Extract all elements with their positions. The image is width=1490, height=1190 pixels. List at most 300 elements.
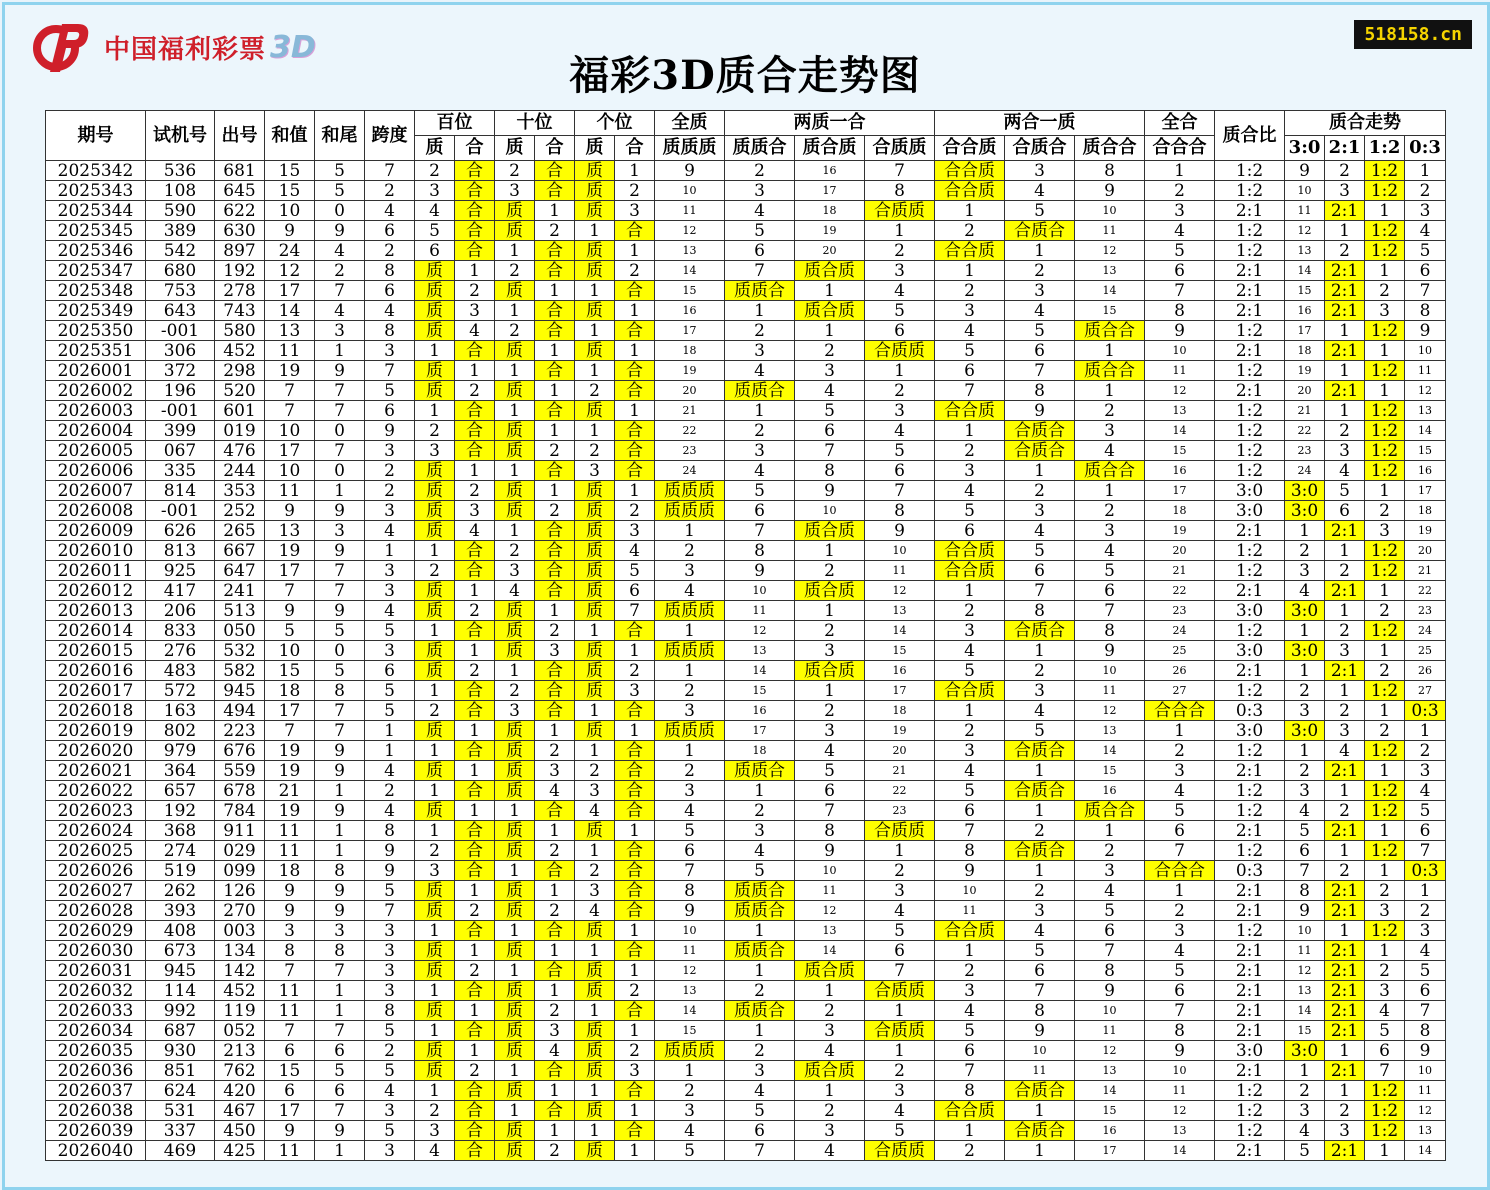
table-cell: 2: [365, 1041, 415, 1061]
table-cell: 2: [535, 501, 575, 521]
table-cell: 14: [655, 1001, 725, 1021]
table-cell: 14: [1405, 1141, 1446, 1161]
table-cell: 21: [865, 761, 935, 781]
table-cell: 质: [495, 821, 535, 841]
table-cell: 8: [1005, 381, 1075, 401]
table-cell: 合: [615, 801, 655, 821]
table-cell: 6: [935, 521, 1005, 541]
table-cell: 3: [615, 681, 655, 701]
table-cell: 9: [725, 561, 795, 581]
table-cell: 10: [1145, 1061, 1215, 1081]
table-cell: 2026004: [46, 421, 146, 441]
table-cell: 11: [265, 981, 315, 1001]
table-cell: 3:0: [1285, 641, 1325, 661]
table-cell: 3: [455, 501, 495, 521]
table-cell: 2: [495, 321, 535, 341]
table-cell: 4: [365, 521, 415, 541]
table-cell: 1: [365, 541, 415, 561]
table-cell: 8: [365, 261, 415, 281]
table-cell: 681: [215, 161, 265, 181]
table-cell: 241: [215, 581, 265, 601]
table-cell: 质: [575, 721, 615, 741]
table-cell: 7: [315, 441, 365, 461]
table-cell: 9: [1405, 1041, 1446, 1061]
table-cell: 4: [935, 761, 1005, 781]
table-cell: 质质合: [725, 381, 795, 401]
table-cell: 126: [215, 881, 265, 901]
table-cell: 8: [1145, 301, 1215, 321]
table-cell: 2: [1145, 741, 1215, 761]
table-cell: 23: [1285, 441, 1325, 461]
table-row: [46, 461, 1446, 481]
table-cell: 7: [725, 521, 795, 541]
subheader: 2:1: [1325, 136, 1365, 161]
table-cell: 4: [415, 1141, 455, 1161]
table-cell: 合合质: [935, 241, 1005, 261]
table-cell: 5: [1005, 941, 1075, 961]
table-cell: 3: [365, 1101, 415, 1121]
table-cell: 21: [1405, 561, 1446, 581]
table-cell: 2: [1365, 281, 1405, 301]
table-cell: 2026010: [46, 541, 146, 561]
table-cell: 1: [315, 781, 365, 801]
table-cell: 1: [495, 921, 535, 941]
table-cell: 2: [935, 961, 1005, 981]
table-cell: 1: [725, 781, 795, 801]
logo-3d-text: 3D: [270, 29, 316, 65]
table-cell: 2:1: [1215, 1061, 1285, 1081]
table-cell: 质: [495, 341, 535, 361]
header-two-composite-one-prime: 两合一质: [935, 111, 1145, 136]
table-cell: 9: [265, 501, 315, 521]
table-cell: 1: [575, 321, 615, 341]
table-cell: 6: [265, 1081, 315, 1101]
table-cell: 2026001: [46, 361, 146, 381]
table-cell: 16: [725, 701, 795, 721]
table-cell: 2: [795, 1101, 865, 1121]
table-cell: 5: [315, 181, 365, 201]
table-cell: 合: [455, 841, 495, 861]
table-cell: 11: [655, 941, 725, 961]
table-cell: 9: [265, 221, 315, 241]
table-cell: 7: [1405, 281, 1446, 301]
table-cell: 5: [1405, 961, 1446, 981]
table-cell: 1: [535, 721, 575, 741]
table-cell: 1: [415, 401, 455, 421]
table-cell: 5: [655, 1141, 725, 1161]
table-cell: 753: [146, 281, 215, 301]
table-cell: 1: [725, 961, 795, 981]
table-cell: 质质合: [725, 941, 795, 961]
table-cell: 15: [655, 281, 725, 301]
table-cell: 3: [415, 861, 455, 881]
table-cell: 4: [535, 781, 575, 801]
table-cell: 7: [655, 861, 725, 881]
table-cell: 5: [935, 1021, 1005, 1041]
table-cell: 2: [795, 341, 865, 361]
table-cell: 3:0: [1215, 721, 1285, 741]
table-cell: 17: [265, 281, 315, 301]
table-cell: 质: [495, 741, 535, 761]
table-cell: 质质质: [655, 1041, 725, 1061]
table-cell: 7: [1365, 1061, 1405, 1081]
table-cell: 1: [575, 221, 615, 241]
table-cell: 206: [146, 601, 215, 621]
table-cell: 2026015: [46, 641, 146, 661]
table-cell: 质: [575, 1041, 615, 1061]
table-cell: 12: [865, 581, 935, 601]
table-cell: 8: [1075, 961, 1145, 981]
table-cell: 0:3: [1405, 701, 1446, 721]
table-cell: 3: [1405, 761, 1446, 781]
table-cell: 质质质: [655, 721, 725, 741]
table-cell: 2026017: [46, 681, 146, 701]
table-cell: 23: [1405, 601, 1446, 621]
table-cell: 1:2: [1215, 621, 1285, 641]
table-cell: 1: [455, 461, 495, 481]
table-cell: 2: [535, 841, 575, 861]
table-cell: 合: [455, 861, 495, 881]
table-cell: 4: [935, 481, 1005, 501]
table-cell: 1: [535, 1081, 575, 1101]
table-cell: 6: [725, 1121, 795, 1141]
table-cell: 5: [265, 621, 315, 641]
table-cell: 2: [455, 601, 495, 621]
table-cell: 1: [415, 741, 455, 761]
table-cell: 20: [655, 381, 725, 401]
table-cell: 1: [615, 921, 655, 941]
subheader: 合: [535, 136, 575, 161]
table-cell: 6: [725, 501, 795, 521]
table-cell: 2: [365, 781, 415, 801]
table-cell: 5: [795, 401, 865, 421]
table-cell: 质合合: [1075, 461, 1145, 481]
table-row: [46, 841, 1446, 861]
header-ratio: 质合比: [1215, 111, 1285, 161]
table-cell: 合: [455, 241, 495, 261]
table-row: [46, 761, 1446, 781]
table-cell: 合: [615, 381, 655, 401]
table-cell: 3: [415, 441, 455, 461]
table-cell: 20: [865, 741, 935, 761]
table-cell: 7: [795, 441, 865, 461]
table-cell: 12: [655, 221, 725, 241]
table-cell: 质: [575, 201, 615, 221]
table-cell: 1: [575, 421, 615, 441]
table-cell: 合: [535, 521, 575, 541]
table-cell: 10: [265, 201, 315, 221]
table-cell: 9: [795, 841, 865, 861]
table-cell: 合: [535, 961, 575, 981]
table-cell: 质: [575, 161, 615, 181]
table-cell: 2:1: [1325, 341, 1365, 361]
table-cell: 合合质: [935, 161, 1005, 181]
table-cell: 1: [315, 981, 365, 1001]
table-cell: 7: [315, 581, 365, 601]
table-cell: 2: [725, 1041, 795, 1061]
table-cell: 2: [1365, 501, 1405, 521]
table-row: [46, 901, 1446, 921]
table-cell: 13: [865, 601, 935, 621]
table-cell: 1:2: [1365, 401, 1405, 421]
table-cell: 1: [1005, 1101, 1075, 1121]
table-cell: 质合质: [795, 301, 865, 321]
site-badge[interactable]: 518158.cn: [1354, 20, 1472, 49]
table-cell: 14: [1145, 421, 1215, 441]
table-row: [46, 441, 1446, 461]
table-cell: 7: [1285, 861, 1325, 881]
table-cell: 合: [455, 401, 495, 421]
table-cell: 833: [146, 621, 215, 641]
table-cell: 质: [575, 661, 615, 681]
subheader: 合合合: [1145, 136, 1215, 161]
table-cell: 2: [795, 621, 865, 641]
table-cell: 3: [795, 641, 865, 661]
table-cell: 306: [146, 341, 215, 361]
table-cell: 7: [1145, 841, 1215, 861]
table-cell: 4: [1405, 781, 1446, 801]
table-cell: 4: [365, 601, 415, 621]
table-cell: 合: [615, 1121, 655, 1141]
subheader: 质合质: [795, 136, 865, 161]
table-cell: 合质质: [865, 1021, 935, 1041]
table-cell: 9: [1075, 181, 1145, 201]
table-cell: 3:0: [1215, 481, 1285, 501]
table-cell: 18: [865, 701, 935, 721]
table-cell: 20: [1285, 381, 1325, 401]
table-cell: 20: [1145, 541, 1215, 561]
table-cell: 6: [865, 941, 935, 961]
table-cell: 2: [415, 1101, 455, 1121]
table-cell: 质质合: [725, 1001, 795, 1021]
table-cell: 2:1: [1215, 1001, 1285, 1021]
table-cell: 12: [1075, 1041, 1145, 1061]
table-cell: 2: [1005, 821, 1075, 841]
table-cell: 3: [1145, 201, 1215, 221]
table-cell: 1: [1405, 161, 1446, 181]
table-cell: 7: [935, 1061, 1005, 1081]
table-cell: 10: [265, 641, 315, 661]
table-cell: 452: [215, 341, 265, 361]
table-row: [46, 381, 1446, 401]
table-cell: 13: [265, 321, 315, 341]
table-cell: 3: [615, 201, 655, 221]
table-cell: 1: [1285, 661, 1325, 681]
table-cell: 3: [725, 1061, 795, 1081]
table-cell: 1: [865, 1001, 935, 1021]
table-cell: 9: [265, 1121, 315, 1141]
table-cell: 合: [535, 1101, 575, 1121]
table-cell: 合质质: [865, 821, 935, 841]
table-cell: 450: [215, 1121, 265, 1141]
table-cell: 3: [1005, 161, 1075, 181]
table-cell: 979: [146, 741, 215, 761]
table-cell: 质合合: [1075, 321, 1145, 341]
table-cell: 14: [1075, 281, 1145, 301]
table-cell: 4: [935, 1001, 1005, 1021]
table-cell: 6: [795, 421, 865, 441]
table-cell: 26: [1405, 661, 1446, 681]
table-cell: 4: [1075, 881, 1145, 901]
table-cell: 4: [795, 741, 865, 761]
table-cell: 质合质: [795, 661, 865, 681]
table-cell: 1: [725, 921, 795, 941]
table-cell: -001: [146, 501, 215, 521]
table-cell: 质: [575, 521, 615, 541]
table-cell: 13: [1075, 261, 1145, 281]
table-cell: 2:1: [1325, 381, 1365, 401]
table-cell: 452: [215, 981, 265, 1001]
table-cell: 15: [655, 1021, 725, 1041]
table-cell: 3:0: [1215, 641, 1285, 661]
table-cell: 1:2: [1215, 361, 1285, 381]
table-cell: 质: [495, 881, 535, 901]
table-cell: 542: [146, 241, 215, 261]
table-cell: 11: [725, 601, 795, 621]
table-cell: 1: [935, 261, 1005, 281]
table-cell: 24: [1145, 621, 1215, 641]
table-cell: 4: [725, 1081, 795, 1101]
table-cell: 483: [146, 661, 215, 681]
table-cell: 4: [935, 641, 1005, 661]
table-cell: 20: [1405, 541, 1446, 561]
table-cell: 19: [265, 761, 315, 781]
table-cell: 2: [615, 501, 655, 521]
subheader: 质合合: [1075, 136, 1145, 161]
table-cell: 11: [1145, 1081, 1215, 1101]
table-cell: 5: [725, 861, 795, 881]
table-row: [46, 261, 1446, 281]
table-cell: 1: [455, 721, 495, 741]
table-cell: 2:1: [1325, 1141, 1365, 1161]
table-cell: 1: [935, 421, 1005, 441]
table-cell: 质: [415, 461, 455, 481]
table-cell: 1: [865, 1041, 935, 1061]
table-cell: 11: [265, 841, 315, 861]
table-cell: 2: [1365, 721, 1405, 741]
table-cell: 2: [725, 421, 795, 441]
table-cell: 21: [655, 401, 725, 421]
table-cell: 3: [1285, 701, 1325, 721]
table-cell: 1: [1325, 681, 1365, 701]
table-cell: 质: [575, 581, 615, 601]
table-cell: 9: [365, 841, 415, 861]
table-row: [46, 541, 1446, 561]
table-cell: 050: [215, 621, 265, 641]
table-cell: 2026032: [46, 981, 146, 1001]
table-cell: 质: [495, 1041, 535, 1061]
table-cell: 质质质: [655, 501, 725, 521]
table-cell: 2026008: [46, 501, 146, 521]
table-cell: 4: [1285, 1121, 1325, 1141]
table-cell: 合: [535, 461, 575, 481]
table-cell: 11: [1145, 361, 1215, 381]
table-cell: 2: [1365, 661, 1405, 681]
table-cell: 12: [1145, 381, 1215, 401]
table-cell: 2: [725, 161, 795, 181]
table-cell: 643: [146, 301, 215, 321]
table-row: [46, 861, 1446, 881]
table-cell: 合: [615, 461, 655, 481]
table-cell: 2026035: [46, 1041, 146, 1061]
table-cell: 1: [415, 821, 455, 841]
table-cell: 1:2: [1365, 321, 1405, 341]
table-cell: 2:1: [1215, 201, 1285, 221]
table-cell: 2:1: [1215, 941, 1285, 961]
table-cell: 4: [415, 201, 455, 221]
table-cell: 合质合: [1005, 441, 1075, 461]
table-cell: 2025344: [46, 201, 146, 221]
table-cell: 2: [1365, 601, 1405, 621]
table-cell: 2: [725, 321, 795, 341]
table-cell: 4: [865, 421, 935, 441]
table-cell: 244: [215, 461, 265, 481]
table-cell: 1: [495, 361, 535, 381]
table-cell: 15: [265, 1061, 315, 1081]
table-cell: 2: [1325, 801, 1365, 821]
table-cell: 393: [146, 901, 215, 921]
table-cell: 合: [615, 321, 655, 341]
table-cell: 质质合: [725, 761, 795, 781]
table-cell: 6: [1145, 981, 1215, 1001]
table-cell: 3: [725, 441, 795, 461]
table-cell: 1:2: [1215, 841, 1285, 861]
table-cell: 1: [1365, 1141, 1405, 1161]
table-cell: 16: [1285, 301, 1325, 321]
table-cell: 6: [935, 361, 1005, 381]
table-cell: 3: [365, 981, 415, 1001]
table-cell: 1: [315, 1141, 365, 1161]
table-cell: 1: [455, 801, 495, 821]
table-cell: 1: [1365, 341, 1405, 361]
table-cell: 合: [455, 1101, 495, 1121]
table-cell: 合: [615, 941, 655, 961]
table-cell: 1: [935, 581, 1005, 601]
table-row: [46, 681, 1446, 701]
table-cell: 114: [146, 981, 215, 1001]
table-cell: 1: [575, 1001, 615, 1021]
table-cell: 1: [315, 841, 365, 861]
table-cell: 2026031: [46, 961, 146, 981]
table-cell: 3: [865, 1081, 935, 1101]
table-cell: 2:1: [1325, 1021, 1365, 1041]
table-cell: 2: [365, 481, 415, 501]
table-cell: 2026009: [46, 521, 146, 541]
table-row: [46, 801, 1446, 821]
table-cell: 4: [1405, 941, 1446, 961]
table-cell: 9: [1145, 1041, 1215, 1061]
subheader: 质质合: [725, 136, 795, 161]
table-cell: 14: [1285, 261, 1325, 281]
table-cell: 270: [215, 901, 265, 921]
table-cell: 3: [865, 881, 935, 901]
table-cell: 合: [535, 541, 575, 561]
table-cell: 7: [315, 1021, 365, 1041]
table-row: [46, 201, 1446, 221]
table-cell: 2026002: [46, 381, 146, 401]
table-cell: 0: [315, 421, 365, 441]
table-cell: 8: [725, 541, 795, 561]
table-cell: 5: [935, 661, 1005, 681]
table-cell: 134: [215, 941, 265, 961]
table-cell: 27: [1405, 681, 1446, 701]
table-cell: 11: [655, 201, 725, 221]
table-cell: 质: [495, 601, 535, 621]
table-cell: 13: [1145, 401, 1215, 421]
table-row: [46, 1081, 1446, 1101]
table-cell: 513: [215, 601, 265, 621]
table-cell: 1: [1405, 721, 1446, 741]
